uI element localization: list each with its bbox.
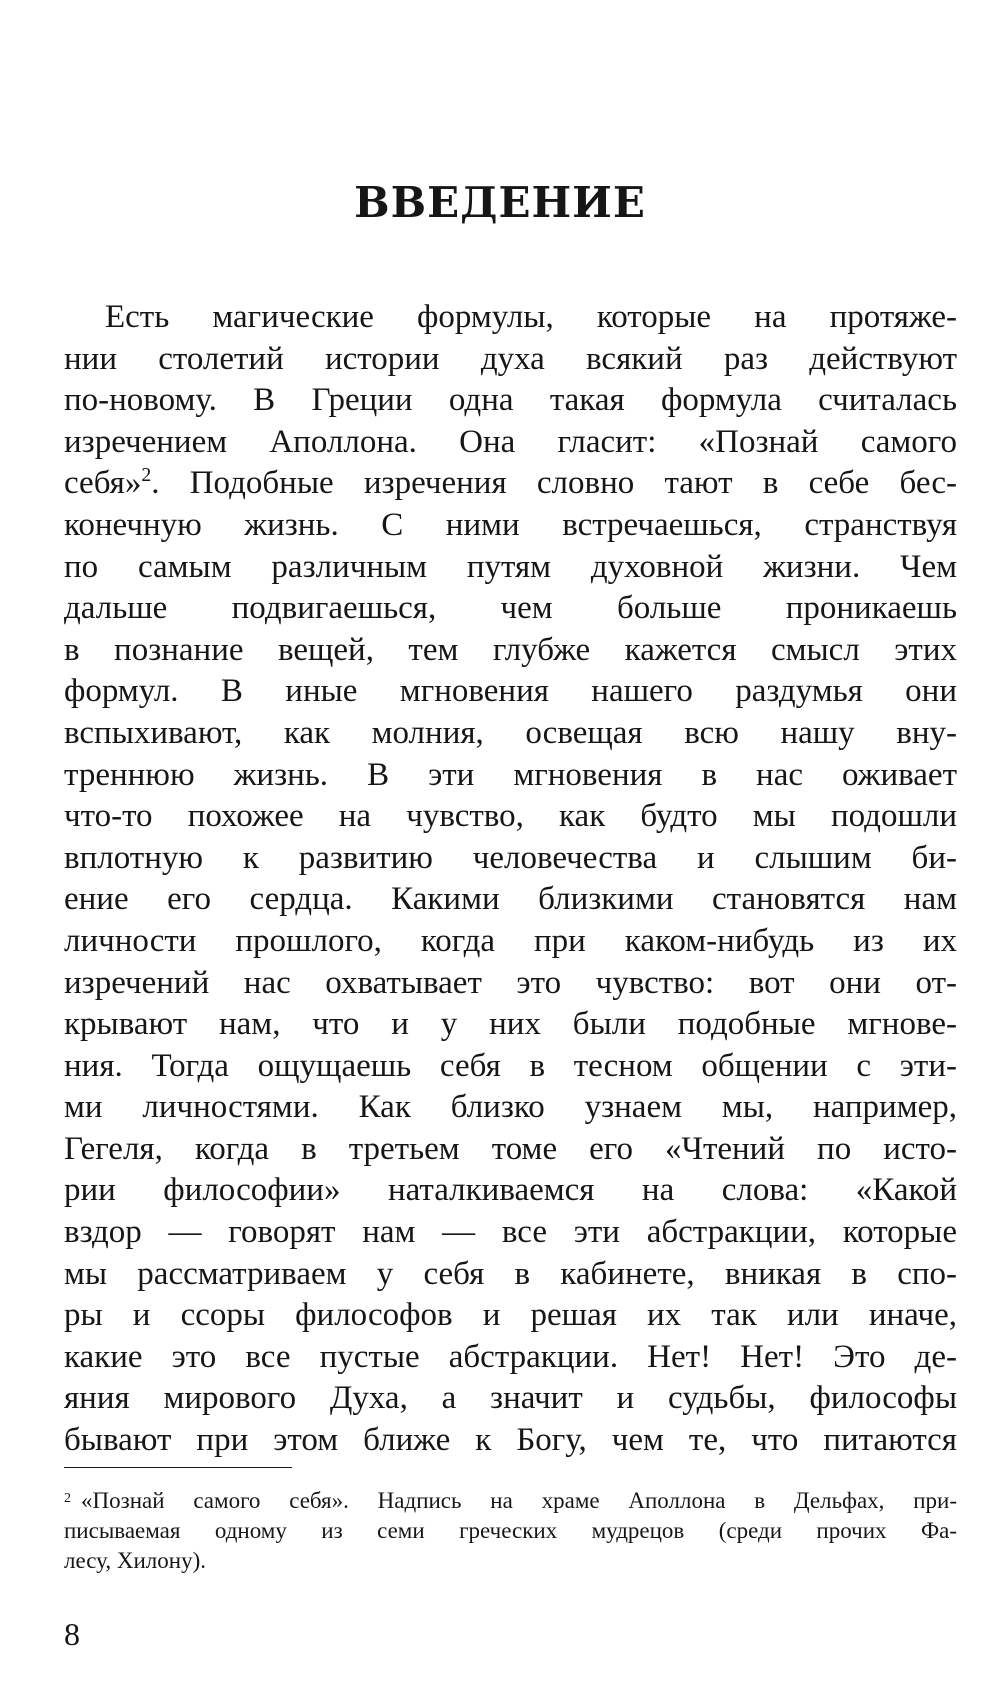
text-line: дальше подвигаешься, чем больше проникаешь [64,590,957,627]
text-line: в познание вещей, тем глубже кажется смысл этих [64,631,957,668]
footnote-reference: 2 [141,464,152,487]
text-line: какие это все пустые абстракции. Нет! Нет! Это де- [64,1338,957,1375]
text-line: изречений нас охватывает это чувство: вот они от- [64,964,957,1001]
footnote-line: лесу, Хилону). [64,1548,206,1573]
text-line: конечную жизнь. С ними встречаешься, странствуя [64,506,957,543]
text-line: крывают нам, что и у них были подобные мгнове- [64,1006,957,1043]
footnote [64,1486,957,1576]
text-line: изречением Аполлона. Она гласит: «Познай самого [64,423,957,460]
footnote-divider [64,1467,292,1468]
text-line: вздор — говорят нам — все эти абстракции, которые [64,1214,957,1251]
footnote-marker: 2 [64,1491,71,1506]
text-line: ение его сердца. Какими близкими становятся нам [64,881,957,918]
text-fragment: себя» [64,465,142,502]
chapter-heading: ВВЕДЕНИЕ [354,178,646,227]
body-text [64,297,957,1462]
text-line: что-то похожее на чувство, как будто мы подошли [64,798,957,835]
text-line: по самым различным путям духовной жизни. Чем [64,548,957,585]
text-line: треннюю жизнь. В эти мгновения в нас оживает [64,756,957,793]
text-line: рии философии» наталкиваемся на слова: «Какой [64,1172,957,1209]
text-line: нии столетий истории духа всякий раз действуют [64,340,957,377]
text-fragment: . Подобные изречения словно тают в себе бес- [151,465,957,502]
footnote-line [64,1486,957,1516]
text-line: вспыхивают, как молния, освещая всю нашу вну- [64,714,957,751]
text-line: Гегеля, когда в третьем томе его «Чтений по исто- [64,1130,957,1167]
text-line: бывают при этом ближе к Богу, чем те, что питаются [64,1422,957,1459]
text-line [64,463,957,505]
text-line: личности прошлого, когда при каком-нибудь из их [64,922,957,959]
footnote-text: «Познай самого себя». Надпись на храме Аполлона в Дельфах, при- [81,1488,957,1513]
text-line: ния. Тогда ощущаешь себя в тесном общении с эти- [64,1047,957,1084]
footnote-line: писываемая одному из семи греческих мудрецов (среди прочих Фа- [64,1518,957,1543]
text-line: ры и ссоры философов и решая их так или иначе, [64,1297,957,1334]
page-number: 8 [64,1616,80,1652]
text-line: ми личностями. Как близко узнаем мы, например, [64,1089,957,1126]
text-line: мы рассматриваем у себя в кабинете, вникая в спо- [64,1255,957,1292]
text-line: яния мирового Духа, а значит и судьбы, философы [64,1380,957,1417]
text-line: по-новому. В Греции одна такая формула считалась [64,382,957,419]
text-line: Есть магические формулы, которые на протяже- [105,299,957,335]
text-line: формул. В иные мгновения нашего раздумья они [64,673,957,710]
text-line: вплотную к развитию человечества и слышим би- [64,839,957,876]
